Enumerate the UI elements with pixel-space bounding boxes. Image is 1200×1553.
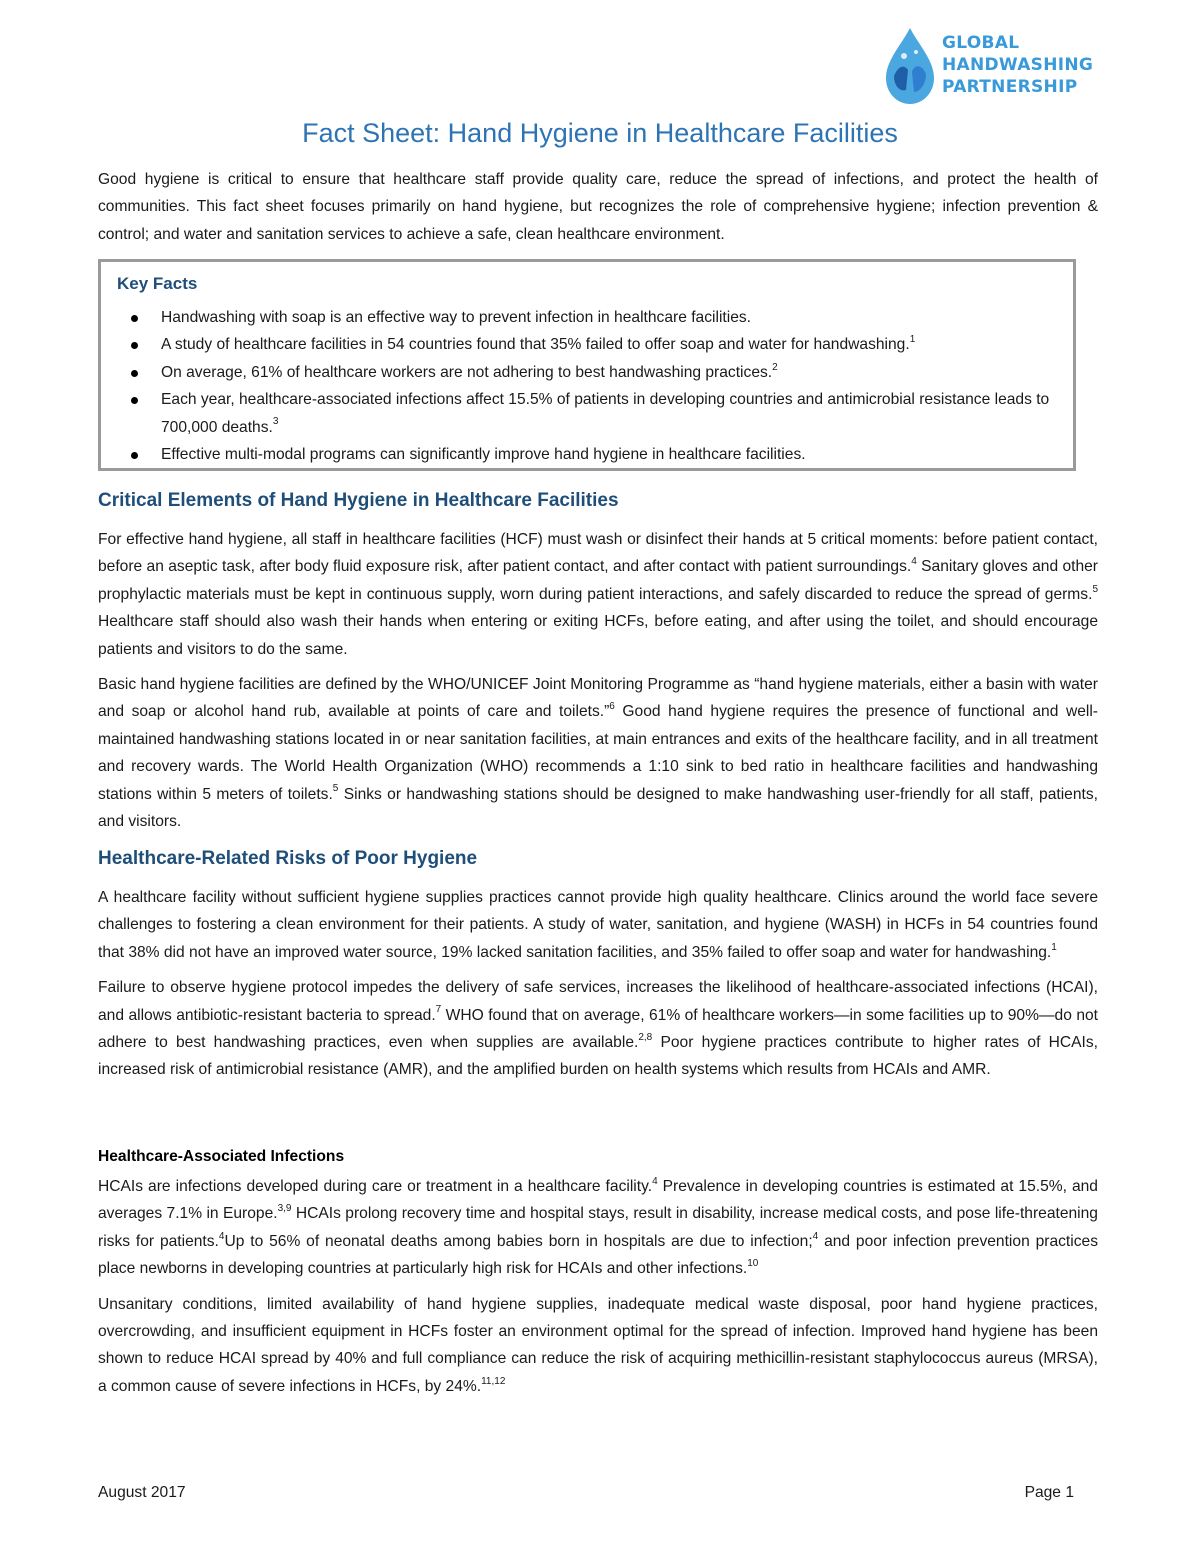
- key-fact-text: Each year, healthcare-associated infections affect 15.5% of patients in developing countries and antimicrobial resistance leads to 700,000 deaths.: [161, 391, 1050, 436]
- footnote-ref: 4: [652, 1175, 658, 1187]
- footnote-ref: 5: [332, 783, 339, 795]
- footnote-ref: 1: [909, 334, 916, 346]
- text-span: Basic hand hygiene facilities are defined by the WHO/UNICEF Joint Monitoring Programme as “hand hygiene materials, either a basin with water and soap or alcohol hand rub, available at points of care and toilets.”: [98, 676, 1098, 721]
- text-span: A healthcare facility without sufficient hygiene supplies practices cannot provide high quality healthcare. Clinics around the world face severe challenges to fostering a clean environment for their patients. A study of water, sanitation, and hygiene (WASH) in HCFs in 54 countries found that 38% did not have an improved water source, 19% lacked sanitation facilities, and 35% failed to offer soap and water for handwashing.: [98, 889, 1098, 961]
- footer-page-number: Page 1: [1024, 1484, 1074, 1501]
- footnote-ref: 3: [272, 416, 279, 428]
- footnote-ref: 2,8: [638, 1031, 653, 1043]
- footnote-ref: 4: [218, 1230, 225, 1242]
- section-heading-critical-elements: Critical Elements of Hand Hygiene in Healthcare Facilities: [98, 490, 619, 511]
- text-span: For effective hand hygiene, all staff in healthcare facilities (HCF) must wash or disinfect their hands at 5 critical moments: before patient contact, before an aseptic task, after body fluid exposure risk, after patient contact, and after contact with patient surroundings.: [98, 531, 1098, 576]
- text-span: WHO found that on average, 61% of healthcare workers—in some facilities up to 90%—do not adhere to best handwashing practices, even when supplies are available.: [98, 1006, 1098, 1052]
- hcai-paragraph-2: [98, 1291, 1098, 1401]
- footnote-ref: 11,12: [481, 1375, 506, 1387]
- footnote-ref: 2: [772, 361, 778, 373]
- key-fact-text: Effective multi-modal programs can significantly improve hand hygiene in healthcare facilities.: [161, 446, 806, 464]
- logo-line-2: HANDWASHING: [942, 55, 1094, 75]
- intro-section: [98, 166, 1098, 248]
- subheading-hcai: Healthcare-Associated Infections: [98, 1148, 345, 1165]
- list-item: [131, 304, 1061, 331]
- section-heading-risks: Healthcare-Related Risks of Poor Hygiene: [98, 848, 478, 869]
- footnote-ref: 7: [435, 1004, 442, 1016]
- footnote-ref: 10: [747, 1258, 759, 1270]
- text-span: Prevalence in developing countries is estimated at 15.5%, and averages 7.1% in Europe.: [98, 1178, 1098, 1223]
- footnote-ref: 3,9: [277, 1203, 292, 1215]
- list-item: [131, 441, 1061, 468]
- list-item: [131, 386, 1061, 441]
- critical-paragraph-2: [98, 671, 1098, 835]
- footnote-ref: 5: [1092, 583, 1098, 595]
- text-span: Good hand hygiene requires the presence of functional and well-maintained handwashing stations located in or near sanitation facilities, at main entrances and exits of the healthcare facility, and in all treatment and recovery wards. The World Health Organization (WHO) recommends a 1:10 sink to bed ratio in healthcare facilities and handwashing stations within 5 meters of toilets.: [98, 703, 1099, 803]
- page-title: Fact Sheet: Hand Hygiene in Healthcare Facilities: [302, 118, 898, 148]
- key-fact-text: A study of healthcare facilities in 54 countries found that 35% failed to offer soap and water for handwashing.: [161, 336, 910, 354]
- text-span: Poor hygiene practices contribute to higher rates of HCAIs, increased risk of antimicrobial resistance (AMR), and the amplified burden on health systems which results from HCAIs and AMR.: [98, 1034, 1099, 1079]
- key-facts-list: [131, 304, 1061, 468]
- text-span: Failure to observe hygiene protocol impedes the delivery of safe services, increases the likelihood of healthcare-associated infections (HCAI), and allows antibiotic-resistant bacteria to spread.: [98, 979, 1098, 1024]
- text-span: Up to 56% of neonatal deaths among babies born in hospitals are due to infection;: [224, 1232, 813, 1250]
- bullet-icon: [131, 397, 138, 404]
- risks-section: [98, 884, 1098, 1084]
- global-handwashing-partnership-logo: [880, 26, 1094, 106]
- bullet-icon: [131, 315, 138, 322]
- text-span: HCAIs are infections developed during care or treatment in a healthcare facility.: [98, 1178, 653, 1195]
- risks-paragraph-2: [98, 974, 1098, 1084]
- hcai-section: [98, 1173, 1098, 1400]
- text-span: HCAIs prolong recovery time and hospital stays, result in disability, increase medical costs, and pose life-threatening risks for patients.: [98, 1205, 1098, 1250]
- text-span: Unsanitary conditions, limited availability of hand hygiene supplies, inadequate medical waste disposal, poor hand hygiene practices, overcrowding, and insufficient equipment in HCFs foster an environment optimal for the spread of infection. Improved hand hygiene has been shown to reduce HCAI spread by 40% and full compliance can reduce the risk of acquiring methicillin-resistant staphylococcus aureus (MRSA), a common cause of severe infections in HCFs, by 24%.: [98, 1295, 1098, 1395]
- key-fact-text: On average, 61% of healthcare workers are not adhering to best handwashing practices.: [161, 363, 773, 381]
- text-span: and poor infection prevention practices place newborns in developing countries at particularly high risk for HCAIs and other infections.: [98, 1232, 1098, 1278]
- key-facts-title: Key Facts: [117, 274, 198, 293]
- water-drop-hands-icon: [880, 26, 940, 106]
- list-item: [131, 359, 1061, 386]
- bullet-icon: [131, 342, 138, 349]
- risks-paragraph-1: [98, 884, 1098, 966]
- footnote-ref: 6: [609, 701, 615, 713]
- text-span: Healthcare staff should also wash their hands when entering or exiting HCFs, before eating, and after using the toilet, and should encourage patients and visitors to do the same.: [98, 613, 1098, 658]
- intro-paragraph: Good hygiene is critical to ensure that healthcare staff provide quality care, reduce the spread of infections, and protect the health of communities. This fact sheet focuses primarily on hand hygiene, but recognizes the role of comprehensive hygiene; infection prevention & control; and water and sanitation services to achieve a safe, clean healthcare environment.: [98, 171, 1098, 243]
- key-fact-text: Handwashing with soap is an effective way to prevent infection in healthcare facilities.: [161, 309, 752, 326]
- logo-line-3: PARTNERSHIP: [942, 77, 1078, 97]
- bullet-icon: [131, 452, 138, 459]
- logo-line-1: GLOBAL: [942, 33, 1020, 53]
- footnote-ref: 4: [911, 556, 917, 568]
- bullet-icon: [131, 370, 138, 377]
- critical-elements-section: [98, 526, 1098, 835]
- list-item: [131, 331, 1061, 358]
- text-span: Sinks or handwashing stations should be designed to make handwashing user-friendly for all staff, patients, and visitors.: [98, 785, 1098, 831]
- text-span: Sanitary gloves and other prophylactic materials must be kept in continuous supply, worn during patient interactions, and safely discarded to reduce the spread of germs.: [98, 558, 1099, 603]
- key-facts-box: [98, 259, 1076, 471]
- critical-paragraph-1: [98, 526, 1098, 663]
- footnote-ref: 1: [1051, 941, 1057, 953]
- hcai-paragraph-1: [98, 1173, 1098, 1283]
- footer-date: August 2017: [98, 1484, 186, 1501]
- footnote-ref: 4: [812, 1230, 819, 1242]
